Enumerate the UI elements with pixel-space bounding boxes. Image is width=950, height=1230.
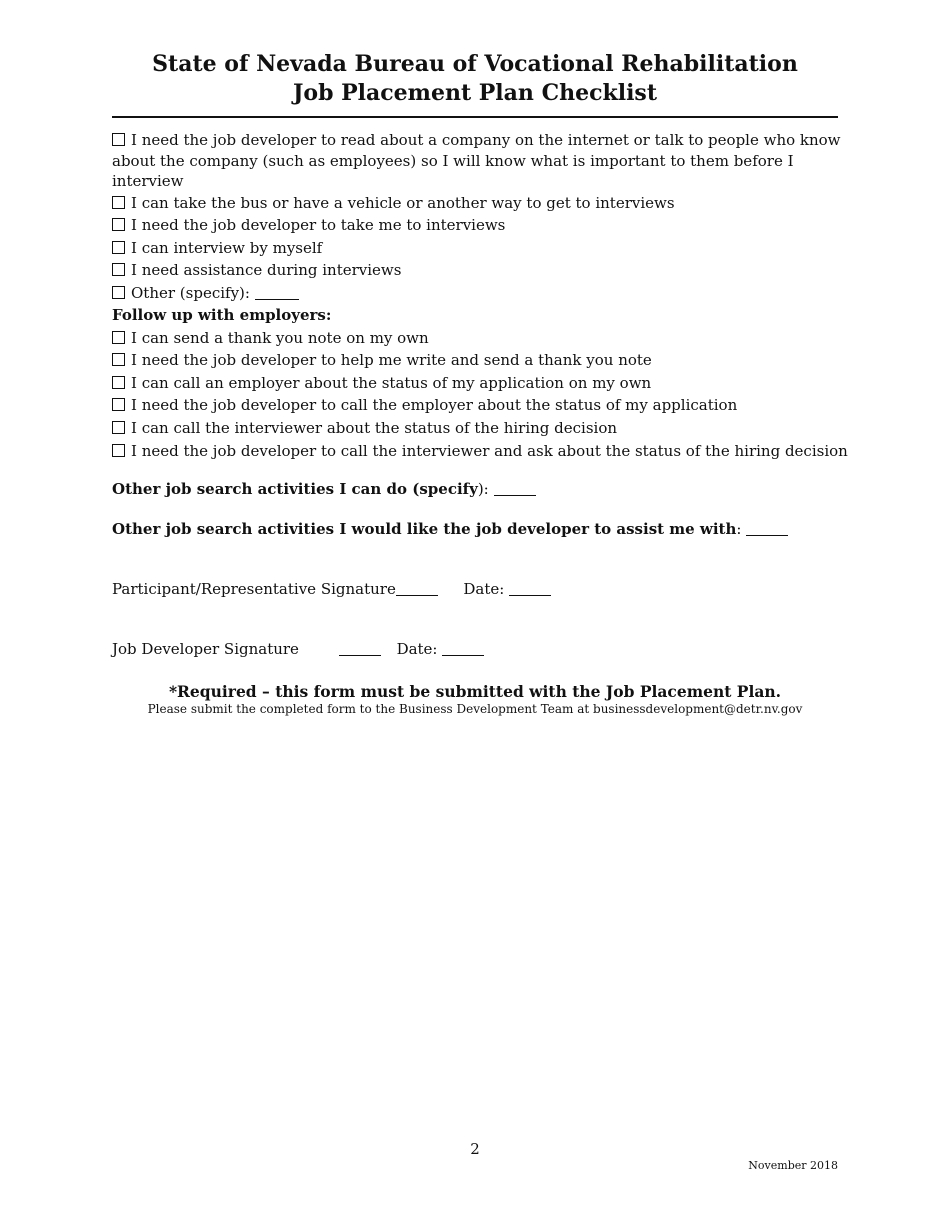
checklist-item-label: I need assistance during interviews [131,261,402,280]
date-label: Date: [396,640,438,658]
submit-note: Please submit the completed form to the Business Development Team at businessdevelopment@detr.nv.gov [147,702,803,716]
developer-signature-label: Job Developer Signature [112,640,299,658]
checklist-item-label: I can call an employer about the status of my application on my own [131,373,652,392]
checkbox[interactable] [112,444,125,457]
other-activities-assist-suffix: : [736,520,742,538]
other-activities-assist-row [112,520,788,538]
checkbox[interactable] [112,398,125,411]
checklist-item[interactable] [112,417,852,440]
other-activities-self-row [112,480,536,498]
checkbox[interactable] [112,241,125,254]
checklist-item[interactable] [112,214,852,237]
checkbox[interactable] [112,263,125,276]
checklist-item[interactable] [112,440,852,463]
revision-date: November 2018 [748,1159,838,1172]
developer-date-field[interactable] [442,641,484,656]
checklist-item[interactable] [112,349,852,372]
checklist-item-label: I need the job developer to call the interviewer and ask about the status of the hiring decision [131,441,848,460]
title-divider [112,116,838,118]
checkbox[interactable] [112,421,125,434]
checklist-item-label: I can take the bus or have a vehicle or another way to get to interviews [131,193,675,212]
participant-signature-row [112,580,551,598]
checkbox[interactable] [112,196,125,209]
checkbox[interactable] [112,331,125,344]
follow-up-heading: Follow up with employers: [112,306,332,324]
other-activities-self-field[interactable] [494,481,536,496]
other-activities-self-suffix: ): [477,480,489,498]
developer-signature-field[interactable] [339,641,381,656]
form-title: Job Placement Plan Checklist [293,80,657,106]
checklist-item-other[interactable] [112,282,852,305]
other-activities-assist-label: Other job search activities I would like the job developer to assist me with [112,520,737,538]
checklist-item[interactable] [112,237,852,260]
checklist-item[interactable] [112,192,852,215]
checklist-item-label: I can send a thank you note on my own [131,328,429,347]
form-title-agency: State of Nevada Bureau of Vocational Rehabilitation [152,51,798,77]
checkbox[interactable] [112,133,125,146]
page-number: 2 [470,1140,480,1158]
other-activities-self-label: Other job search activities I can do (specify [112,480,478,498]
participant-signature-field[interactable] [396,581,438,596]
follow-up-section [112,304,852,462]
checklist-item-label: Other (specify): [131,283,250,302]
checklist-item[interactable] [112,372,852,395]
checklist-item-label: I can call the interviewer about the status of the hiring decision [131,418,618,437]
checkbox[interactable] [112,353,125,366]
checklist-item[interactable] [112,394,852,417]
other-specify-field[interactable] [255,285,299,300]
checklist-item-label: I need the job developer to call the employer about the status of my application [131,396,738,415]
checklist-item[interactable] [112,130,852,192]
checklist-item[interactable] [112,327,852,350]
interview-checklist [112,130,852,304]
checklist-item-label: I can interview by myself [131,238,323,257]
checklist-item-label: I need the job developer to take me to interviews [131,216,506,235]
participant-signature-label: Participant/Representative Signature [112,580,396,598]
participant-date-field[interactable] [509,581,551,596]
checkbox[interactable] [112,218,125,231]
developer-signature-row [112,640,484,658]
checklist-item[interactable] [112,259,852,282]
required-note: *Required – this form must be submitted with the Job Placement Plan. [168,682,782,701]
checkbox[interactable] [112,376,125,389]
checkbox[interactable] [112,286,125,299]
date-label: Date: [463,580,505,598]
checklist-item-label: I need the job developer to help me write and send a thank you note [131,351,652,370]
checklist-item-label: I need the job developer to read about a company on the internet or talk to people who know about the company (such as employees) so I will know what is important to them before I interview [112,131,841,190]
other-activities-assist-field[interactable] [746,521,788,536]
